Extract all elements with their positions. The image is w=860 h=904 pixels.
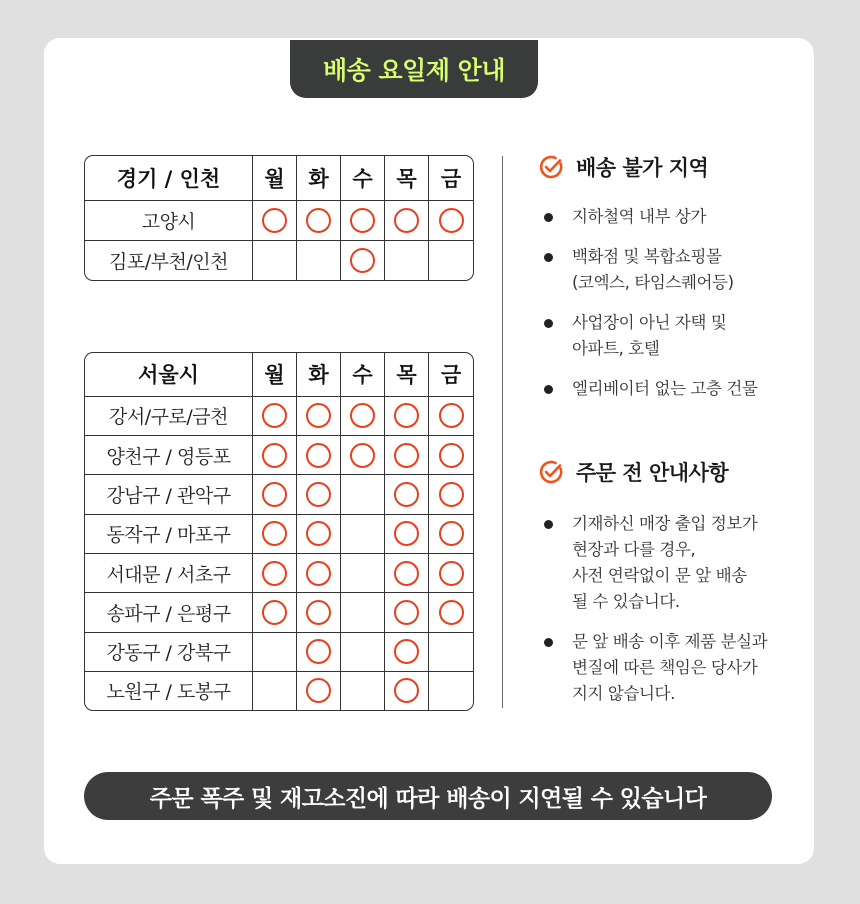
delivery-available-circle-icon — [350, 248, 375, 273]
table-row — [85, 593, 473, 632]
day-cell — [385, 436, 429, 475]
list-item-text: 백화점 및 복합쇼핑몰 — [572, 247, 722, 266]
day-cell — [297, 672, 341, 710]
day-cell — [429, 554, 473, 593]
day-column-header: 화 — [297, 156, 341, 201]
list-item-text: (코엑스, 타임스퀘어등) — [572, 273, 734, 292]
delivery-available-circle-icon — [306, 482, 331, 507]
day-cell — [341, 475, 385, 514]
day-cell — [385, 672, 429, 710]
delivery-available-circle-icon — [262, 403, 287, 428]
list-item-text: 사전 연락없이 문 앞 배송 — [572, 566, 747, 585]
day-cell — [297, 515, 341, 554]
day-column-header: 수 — [341, 353, 385, 397]
day-cell — [341, 201, 385, 241]
day-cell — [341, 593, 385, 632]
delay-notice-banner: 주문 폭주 및 재고소진에 따라 배송이 지연될 수 있습니다 — [84, 772, 772, 820]
list-item-text: 될 수 있습니다. — [572, 592, 680, 611]
list-item — [540, 204, 757, 230]
day-column-header: 목 — [385, 156, 429, 201]
section-heading-text: 주문 전 안내사항 — [576, 461, 729, 485]
day-cell — [385, 241, 429, 280]
delivery-available-circle-icon — [350, 208, 375, 233]
day-cell — [297, 593, 341, 632]
delivery-available-circle-icon — [439, 600, 464, 625]
region-column-header: 경기 / 인천 — [85, 156, 253, 201]
bullet-dot-icon — [544, 253, 553, 262]
day-cell — [385, 593, 429, 632]
list-item-text: 지하철역 내부 상가 — [572, 207, 707, 226]
list-item — [540, 629, 767, 707]
region-cell: 강서/구로/금천 — [85, 397, 253, 436]
day-cell — [385, 515, 429, 554]
delivery-available-circle-icon — [262, 482, 287, 507]
delivery-available-circle-icon — [262, 443, 287, 468]
day-column-header: 금 — [429, 156, 473, 201]
list-item — [540, 310, 757, 362]
day-column-header: 목 — [385, 353, 429, 397]
list-item — [540, 511, 767, 615]
delivery-available-circle-icon — [439, 482, 464, 507]
section-heading-text: 배송 불가 지역 — [576, 156, 709, 180]
day-cell — [297, 554, 341, 593]
day-cell — [429, 633, 473, 672]
table-row — [85, 672, 473, 710]
list-item-text: 변질에 따른 책임은 당사가 — [572, 658, 758, 677]
list-item-text: 현장과 다를 경우, — [572, 540, 696, 559]
delivery-available-circle-icon — [262, 208, 287, 233]
day-cell — [385, 475, 429, 514]
day-cell — [429, 397, 473, 436]
bullet-dot-icon — [544, 213, 553, 222]
day-cell — [429, 475, 473, 514]
delivery-available-circle-icon — [394, 403, 419, 428]
schedule-table-seoul — [84, 352, 474, 711]
list-item-text: 사업장이 아닌 자택 및 — [572, 313, 727, 332]
list-item-text: 지지 않습니다. — [572, 684, 675, 703]
delivery-available-circle-icon — [262, 561, 287, 586]
day-cell — [429, 593, 473, 632]
day-column-header: 화 — [297, 353, 341, 397]
day-cell — [341, 515, 385, 554]
day-cell — [385, 201, 429, 241]
day-cell — [385, 554, 429, 593]
day-cell — [385, 397, 429, 436]
region-cell: 강남구 / 관악구 — [85, 475, 253, 514]
day-cell — [297, 241, 341, 280]
day-cell — [253, 633, 297, 672]
delivery-available-circle-icon — [394, 521, 419, 546]
check-circle-icon — [538, 459, 564, 485]
day-cell — [253, 201, 297, 241]
region-cell: 양천구 / 영등포 — [85, 436, 253, 475]
bullet-dot-icon — [544, 520, 553, 529]
day-cell — [341, 633, 385, 672]
day-column-header: 금 — [429, 353, 473, 397]
delivery-available-circle-icon — [394, 561, 419, 586]
delivery-available-circle-icon — [350, 403, 375, 428]
delivery-available-circle-icon — [439, 443, 464, 468]
column-divider — [502, 156, 503, 708]
delivery-available-circle-icon — [306, 639, 331, 664]
day-cell — [385, 633, 429, 672]
day-cell — [429, 201, 473, 241]
section-heading-notice — [538, 457, 728, 487]
region-cell: 노원구 / 도봉구 — [85, 672, 253, 710]
page-title: 배송 요일제 안내 — [290, 40, 538, 98]
delivery-available-circle-icon — [394, 208, 419, 233]
day-cell — [429, 436, 473, 475]
list-item — [540, 244, 757, 296]
delivery-available-circle-icon — [439, 561, 464, 586]
region-cell: 동작구 / 마포구 — [85, 515, 253, 554]
day-column-header: 월 — [253, 156, 297, 201]
delivery-available-circle-icon — [394, 678, 419, 703]
day-cell — [253, 397, 297, 436]
delivery-available-circle-icon — [306, 208, 331, 233]
delivery-available-circle-icon — [306, 443, 331, 468]
day-cell — [297, 633, 341, 672]
day-cell — [297, 436, 341, 475]
delivery-available-circle-icon — [439, 521, 464, 546]
list-item — [540, 376, 757, 402]
day-cell — [341, 436, 385, 475]
delivery-available-circle-icon — [306, 600, 331, 625]
day-cell — [297, 475, 341, 514]
day-cell — [429, 241, 473, 280]
day-cell — [253, 436, 297, 475]
delivery-available-circle-icon — [306, 403, 331, 428]
day-cell — [297, 397, 341, 436]
table-row — [85, 554, 473, 593]
table-row — [85, 201, 473, 241]
list-item-text: 아파트, 호텔 — [572, 339, 660, 358]
day-cell — [253, 241, 297, 280]
day-column-header: 수 — [341, 156, 385, 201]
list-item-text: 문 앞 배송 이후 제품 분실과 — [572, 632, 768, 651]
table-header-row — [85, 156, 473, 201]
day-cell — [341, 554, 385, 593]
delivery-available-circle-icon — [394, 482, 419, 507]
region-cell: 고양시 — [85, 201, 253, 241]
day-cell — [253, 593, 297, 632]
day-cell — [253, 672, 297, 710]
day-cell — [253, 475, 297, 514]
notice-list — [540, 511, 767, 707]
table-row — [85, 515, 473, 554]
check-circle-icon — [538, 154, 564, 180]
delivery-available-circle-icon — [394, 639, 419, 664]
unavailable-list — [540, 204, 757, 402]
table-row — [85, 475, 473, 514]
delivery-available-circle-icon — [394, 600, 419, 625]
list-item-text: 엘리베이터 없는 고층 건물 — [572, 379, 758, 398]
region-cell: 김포/부천/인천 — [85, 241, 253, 280]
day-column-header: 월 — [253, 353, 297, 397]
delivery-available-circle-icon — [306, 678, 331, 703]
delivery-available-circle-icon — [394, 443, 419, 468]
delivery-available-circle-icon — [306, 521, 331, 546]
delivery-available-circle-icon — [262, 600, 287, 625]
day-cell — [341, 397, 385, 436]
table-row — [85, 436, 473, 475]
region-column-header: 서울시 — [85, 353, 253, 397]
section-heading-unavailable — [538, 152, 708, 182]
schedule-table-gyeonggi — [84, 155, 474, 281]
table-row — [85, 241, 473, 280]
day-cell — [253, 554, 297, 593]
bullet-dot-icon — [544, 385, 553, 394]
region-cell: 송파구 / 은평구 — [85, 593, 253, 632]
day-cell — [429, 672, 473, 710]
region-cell: 서대문 / 서초구 — [85, 554, 253, 593]
day-cell — [341, 672, 385, 710]
delivery-available-circle-icon — [439, 208, 464, 233]
day-cell — [341, 241, 385, 280]
day-cell — [253, 515, 297, 554]
region-cell: 강동구 / 강북구 — [85, 633, 253, 672]
list-item-text: 기재하신 매장 출입 정보가 — [572, 514, 758, 533]
delivery-available-circle-icon — [439, 403, 464, 428]
day-cell — [297, 201, 341, 241]
table-row — [85, 397, 473, 436]
table-row — [85, 633, 473, 672]
table-header-row — [85, 353, 473, 397]
day-cell — [429, 515, 473, 554]
bullet-dot-icon — [544, 319, 553, 328]
bullet-dot-icon — [544, 638, 553, 647]
delivery-available-circle-icon — [262, 521, 287, 546]
delivery-available-circle-icon — [350, 443, 375, 468]
delivery-available-circle-icon — [306, 561, 331, 586]
